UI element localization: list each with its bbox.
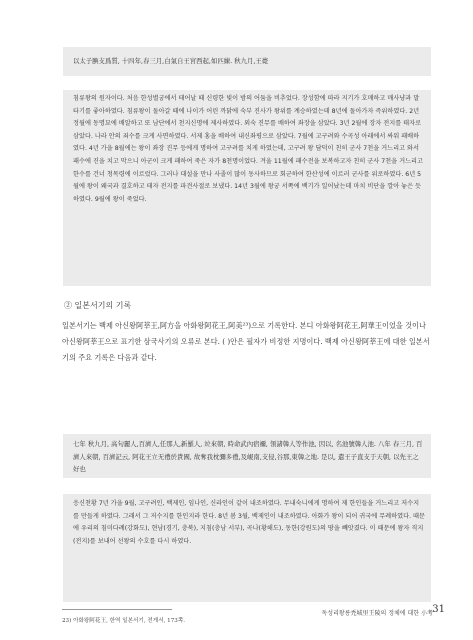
section-heading: ② 일본서기의 기록 xyxy=(64,301,132,310)
quote-box-hanmun-1 xyxy=(63,47,431,76)
page-number: 31 xyxy=(432,604,445,615)
quote-box-hanmun-2 xyxy=(63,434,431,478)
quote-text: 以太子腆支爲質, 十四年,春三月,白氣自王宮西起,如匹練. 秋九月,王薨 xyxy=(73,57,269,66)
footnote: 23) 아화왕阿花王, 한역 일본서기, 전게서, 173쪽. xyxy=(62,618,186,624)
quote-text: 七年 秋九月, 高句麗人,百濟人,任那人,新羅人, 竝來朝, 時命武內宿禰, 領諸韓人等作池, 因以, 名池號韓人池. 八年 春三月, 百濟人來朝, 百濟記云, 阿花王立无禮於貴國, 故奪我枕彌多禮,及峴南,支侵,谷那,東韓之地. 是以, 遣王子直支于天朝, 以先王之好也 xyxy=(73,440,423,474)
footnote-rule xyxy=(62,609,172,610)
quote-box-korean-2 xyxy=(63,494,431,602)
quote-text: 침류왕의 원자이다. 처음 한성별궁에서 태어날 때 신령한 빛이 밤의 어둠을 비추었다. 장성함에 따라 지기가 호매하고 매사냥과 말타기를 좋아하였다. 침류왕이 돌아갈 때에 나이가 어린 까닭에 숙부 진사가 왕위를 계승하였는데 8년에 돌아가자 즉위하였다. 2년 정월에 동명묘에 배알하고 또 남단에서 천지신명에 제사하였다. 외숙 진무를 배하여 좌장을 삼았다. 3년 2월에 장자 전지를 태자로 삼았다. 나라 안의 죄수를 크게 사면하였다. 서제 홍을 배하여 내신좌평으로 삼았다. 7월에 고구려와 수곡성 아래에서 싸워 패배하였다. 4년 가을 8월에는 왕이 좌장 진무 등에게 명하여 고구려를 치게 하였는데, 고구려 왕 담덕이 친히 군사 7천을 거느리고 와서 패수에 진을 치고 막으니 아군이 크게 패하여 죽은 자가 8천명이었다. 겨울 11월에 패수전을 보복하고자 친히 군사 7천을 거느리고 한수를 건너 청목령에 이르렀다. 그러나 대설을 만나 사졸이 많이 동사하므로 회군하여 한산성에 이르러 군사를 위로하였다. 6년 5월에 왕이 왜국과 결호하고 태자 전지를 파견사절로 보냈다. 14년 3월에 왕궁 서쪽에 백기가 일어났는데 마치 비단을 깔아 놓은 듯하였다. 9월에 왕이 죽었다. xyxy=(73,95,425,203)
quote-text: 응신천황 7년 가을 9월, 고구려인, 백제인, 임나인, 신라인이 같이 내조하였다. 무내숙니에게 명하여 제 한인들을 거느리고 저수지를 만들게 하였다. 그래서 그 저수지를 한인지라 한다. 8년 봄 3월, 백제인이 내조하였다. 아화가 왕이 되어 귀국에 무례하였다. 때문에 우리의 침미다례(강화도), 현남(경기, 충북), 지침(충남 서부), 곡나(황해도), 동한(강원도)의 땅을 빼앗겼다. 이 때문에 왕자 직지(전지)를 보내어 선왕의 수호를 다시 하였다. xyxy=(73,500,425,545)
quote-box-korean-1 xyxy=(63,90,431,286)
running-title: 독성리왕릉禿城里王陵의 정체에 대한 小考 xyxy=(321,610,433,617)
body-paragraph: 일본서기는 백제 아신왕阿莘王,阿方을 아화왕阿花王,阿美²³)으로 기록한다. 본디 아화왕阿花王,阿華王이었을 것이나 아신왕阿莘王으로 표기한 삼국사기의 오류로 본다. ( )안은 필자가 비정한 지명이다. 백제 아신왕阿莘王에 대한 일본서기의 주요 기록은 다음과 같다. xyxy=(62,321,430,363)
